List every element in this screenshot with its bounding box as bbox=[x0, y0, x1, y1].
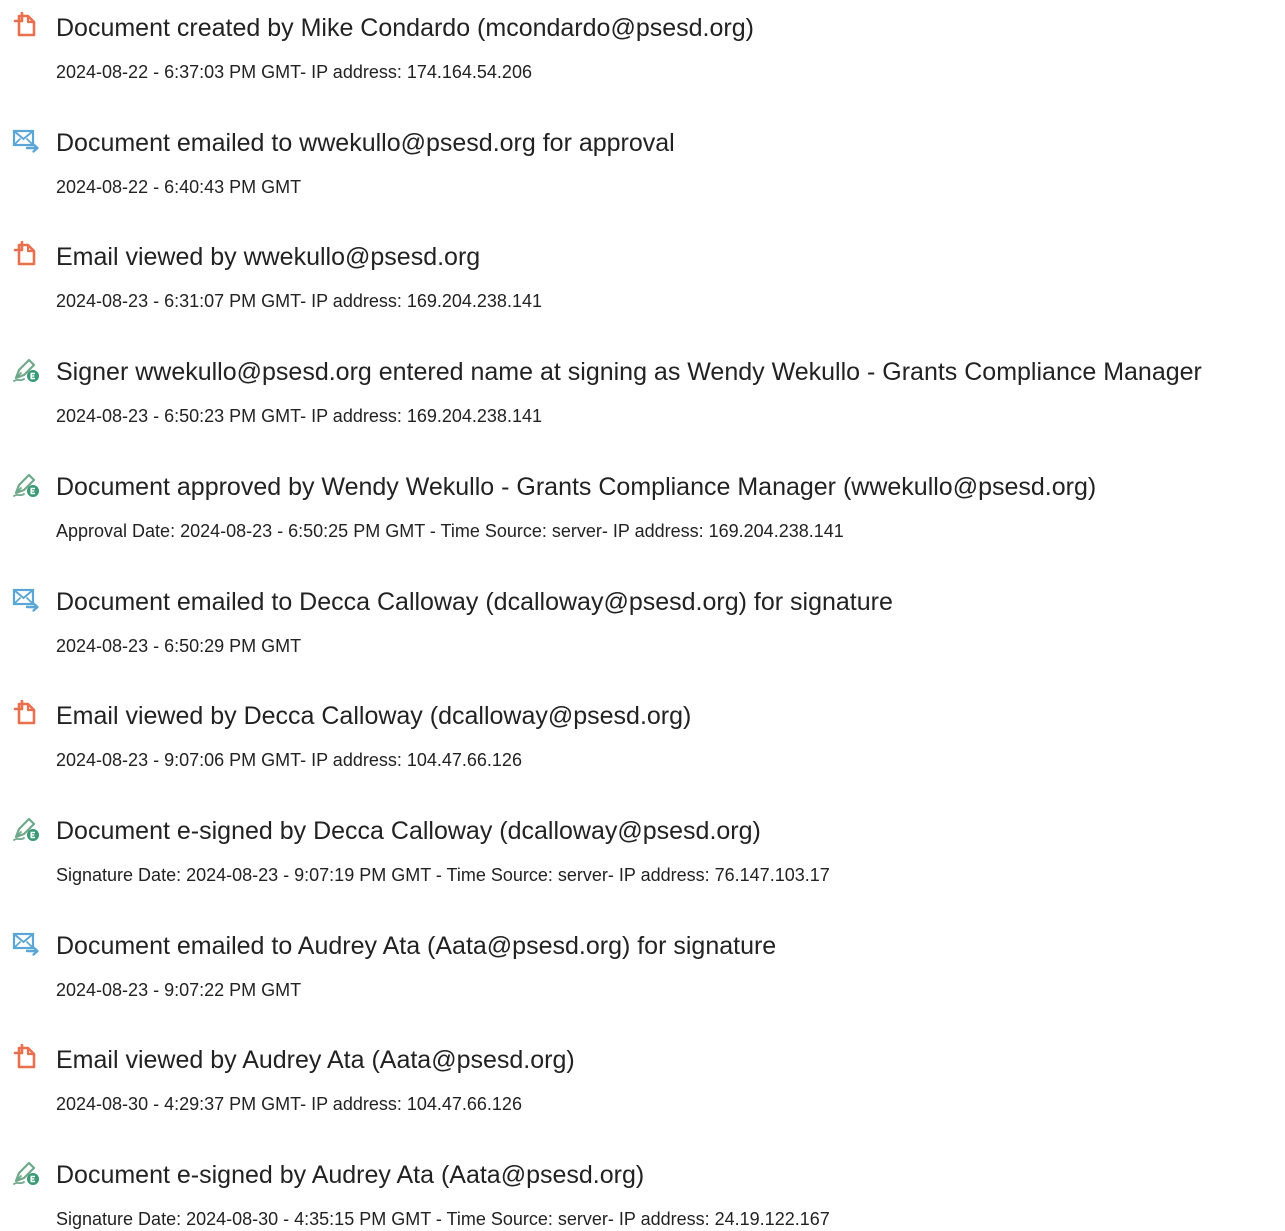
entry-detail: 2024-08-23 - 6:31:07 PM GMT- IP address: 169.204.238.141 bbox=[56, 291, 542, 311]
entry-title: Document emailed to Decca Calloway (dcalloway@psesd.org) for signature bbox=[56, 588, 893, 616]
entry-title: Document approved by Wendy Wekullo - Grants Compliance Manager (wwekullo@psesd.org) bbox=[56, 473, 1097, 501]
audit-entry bbox=[0, 803, 1285, 883]
entry-detail: 2024-08-30 - 4:29:37 PM GMT- IP address: 104.47.66.126 bbox=[56, 1094, 522, 1114]
entry-title: Document created by Mike Condardo (mcondardo@psesd.org) bbox=[56, 14, 754, 42]
audit-entry bbox=[0, 1032, 1285, 1112]
entry-title: Document e-signed by Audrey Ata (Aata@psesd.org) bbox=[56, 1161, 645, 1189]
audit-entry bbox=[0, 459, 1285, 539]
entry-title: Signer wwekullo@psesd.org entered name at signing as Wendy Wekullo - Grants Compliance Manager bbox=[56, 358, 1202, 386]
audit-entry bbox=[0, 229, 1285, 309]
audit-entry bbox=[0, 344, 1285, 424]
esign-icon bbox=[12, 471, 40, 499]
document-viewed-icon bbox=[12, 1044, 40, 1072]
entry-title: Email viewed by wwekullo@psesd.org bbox=[56, 243, 481, 271]
email-sent-icon bbox=[12, 586, 40, 614]
document-created-icon bbox=[12, 12, 40, 40]
entry-detail: 2024-08-22 - 6:37:03 PM GMT- IP address: 174.164.54.206 bbox=[56, 62, 532, 82]
entry-title: Document emailed to Audrey Ata (Aata@psesd.org) for signature bbox=[56, 932, 777, 960]
audit-entry bbox=[0, 688, 1285, 768]
entry-detail: 2024-08-23 - 9:07:06 PM GMT- IP address: 104.47.66.126 bbox=[56, 750, 522, 770]
esign-icon bbox=[12, 356, 40, 384]
esign-icon bbox=[12, 815, 40, 843]
entry-detail: 2024-08-22 - 6:40:43 PM GMT bbox=[56, 177, 302, 197]
entry-title: Document e-signed by Decca Calloway (dcalloway@psesd.org) bbox=[56, 817, 761, 845]
audit-entry bbox=[0, 0, 1285, 80]
audit-entry bbox=[0, 1147, 1285, 1227]
entry-detail: 2024-08-23 - 9:07:22 PM GMT bbox=[56, 980, 302, 1000]
audit-entry bbox=[0, 574, 1285, 654]
entry-title: Document emailed to wwekullo@psesd.org for approval bbox=[56, 129, 675, 157]
audit-entry bbox=[0, 115, 1285, 195]
entry-detail: Signature Date: 2024-08-30 - 4:35:15 PM GMT - Time Source: server- IP address: 24.19.122.167 bbox=[56, 1209, 830, 1229]
entry-detail: Signature Date: 2024-08-23 - 9:07:19 PM GMT - Time Source: server- IP address: 76.147.103.17 bbox=[56, 865, 830, 885]
entry-title: Email viewed by Audrey Ata (Aata@psesd.org) bbox=[56, 1046, 575, 1074]
email-sent-icon bbox=[12, 930, 40, 958]
entry-detail: Approval Date: 2024-08-23 - 6:50:25 PM GMT - Time Source: server- IP address: 169.204.238.141 bbox=[56, 521, 844, 541]
email-sent-icon bbox=[12, 127, 40, 155]
entry-detail: 2024-08-23 - 6:50:29 PM GMT bbox=[56, 636, 302, 656]
document-viewed-icon bbox=[12, 241, 40, 269]
esign-icon bbox=[12, 1159, 40, 1187]
audit-entry bbox=[0, 918, 1285, 998]
entry-detail: 2024-08-23 - 6:50:23 PM GMT- IP address: 169.204.238.141 bbox=[56, 406, 542, 426]
document-viewed-icon bbox=[12, 700, 40, 728]
entry-title: Email viewed by Decca Calloway (dcalloway@psesd.org) bbox=[56, 702, 692, 730]
